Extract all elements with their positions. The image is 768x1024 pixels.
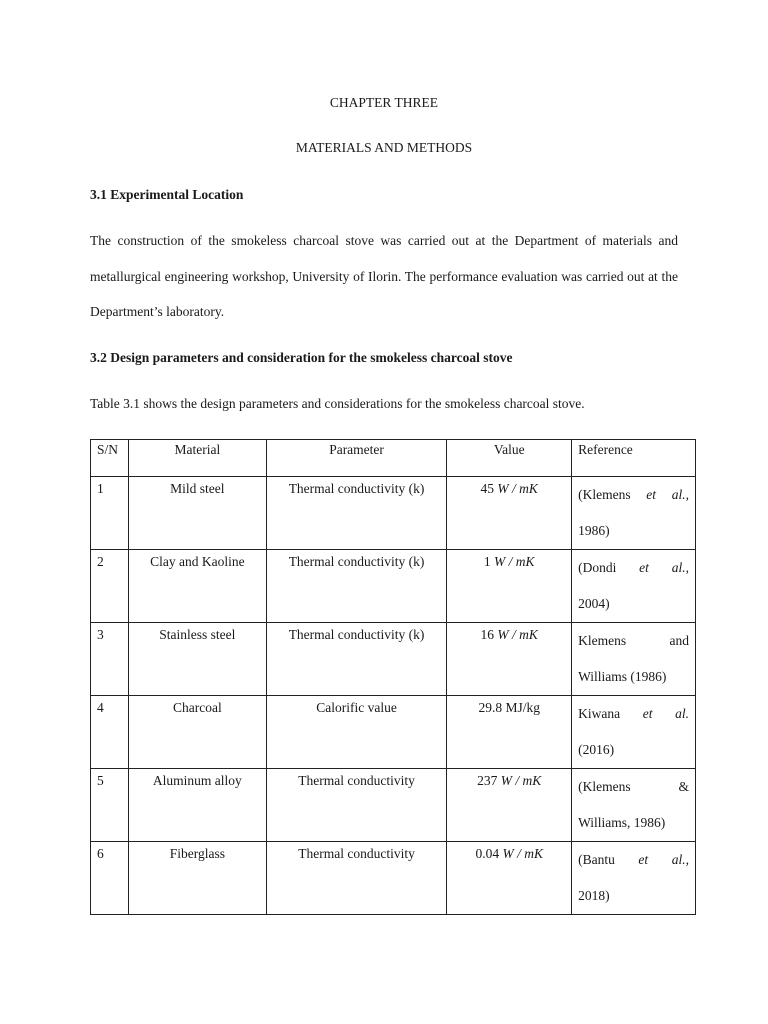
header-material: Material	[128, 440, 266, 477]
cell-material: Clay and Kaoline	[128, 550, 266, 623]
cell-parameter: Calorific value	[266, 696, 447, 769]
cell-parameter: Thermal conductivity (k)	[266, 477, 447, 550]
cell-value: 29.8 MJ/kg	[447, 696, 572, 769]
header-parameter: Parameter	[266, 440, 447, 477]
cell-sn: 2	[91, 550, 129, 623]
cell-sn: 1	[91, 477, 129, 550]
cell-parameter: Thermal conductivity	[266, 842, 447, 915]
header-value: Value	[447, 440, 572, 477]
table-row	[91, 769, 696, 842]
reference-line-1: (Klemens &	[578, 779, 689, 794]
cell-value: 16 W / mK	[447, 623, 572, 696]
cell-material: Mild steel	[128, 477, 266, 550]
cell-parameter: Thermal conductivity (k)	[266, 550, 447, 623]
cell-material: Aluminum alloy	[128, 769, 266, 842]
page-title: MATERIALS AND METHODS	[295, 140, 473, 155]
table-intro-text: Table 3.1 shows the design parameters and considerations for the smokeless charcoal stove.	[90, 396, 585, 411]
cell-reference	[572, 477, 696, 550]
table-row	[91, 842, 696, 915]
chapter-label: CHAPTER THREE	[329, 95, 439, 110]
reference-line-2: (2016)	[578, 742, 615, 757]
cell-sn: 3	[91, 623, 129, 696]
section-3-1-paragraph: The construction of the smokeless charcoal stove was carried out at the Department of materials and metallurgical engineering workshop, University of Ilorin. The performance evaluation was carried out at the Department’s laboratory.	[90, 233, 678, 319]
table-row	[91, 550, 696, 623]
design-parameters-table	[90, 439, 696, 915]
cell-material: Fiberglass	[128, 842, 266, 915]
table-row	[91, 623, 696, 696]
cell-material: Stainless steel	[128, 623, 266, 696]
cell-reference	[572, 696, 696, 769]
table-header-row	[91, 440, 696, 477]
reference-line-2: 2004)	[578, 596, 610, 611]
reference-line-1: Klemens and	[578, 633, 689, 648]
cell-parameter: Thermal conductivity (k)	[266, 623, 447, 696]
cell-sn: 5	[91, 769, 129, 842]
reference-line-1: (Dondi et al.,	[578, 560, 689, 575]
reference-line-1: (Bantu et al.,	[578, 852, 689, 867]
cell-reference	[572, 623, 696, 696]
cell-material: Charcoal	[128, 696, 266, 769]
header-sn: S/N	[91, 440, 129, 477]
reference-line-1: (Klemens et al.,	[578, 487, 689, 502]
cell-value: 45 W / mK	[447, 477, 572, 550]
reference-line-2: Williams, 1986)	[578, 815, 666, 830]
reference-line-1: Kiwana et al.	[578, 706, 689, 721]
cell-reference	[572, 842, 696, 915]
section-heading-3-2: 3.2 Design parameters and consideration for the smokeless charcoal stove	[90, 350, 513, 365]
cell-value: 0.04 W / mK	[447, 842, 572, 915]
header-reference: Reference	[572, 440, 696, 477]
cell-sn: 4	[91, 696, 129, 769]
cell-sn: 6	[91, 842, 129, 915]
cell-value: 1 W / mK	[447, 550, 572, 623]
reference-line-2: 1986)	[578, 523, 610, 538]
cell-value: 237 W / mK	[447, 769, 572, 842]
cell-reference	[572, 769, 696, 842]
reference-line-2: 2018)	[578, 888, 610, 903]
table-row	[91, 477, 696, 550]
reference-line-2: Williams (1986)	[578, 669, 667, 684]
cell-reference	[572, 550, 696, 623]
section-heading-3-1: 3.1 Experimental Location	[90, 187, 244, 202]
table-row	[91, 696, 696, 769]
cell-parameter: Thermal conductivity	[266, 769, 447, 842]
